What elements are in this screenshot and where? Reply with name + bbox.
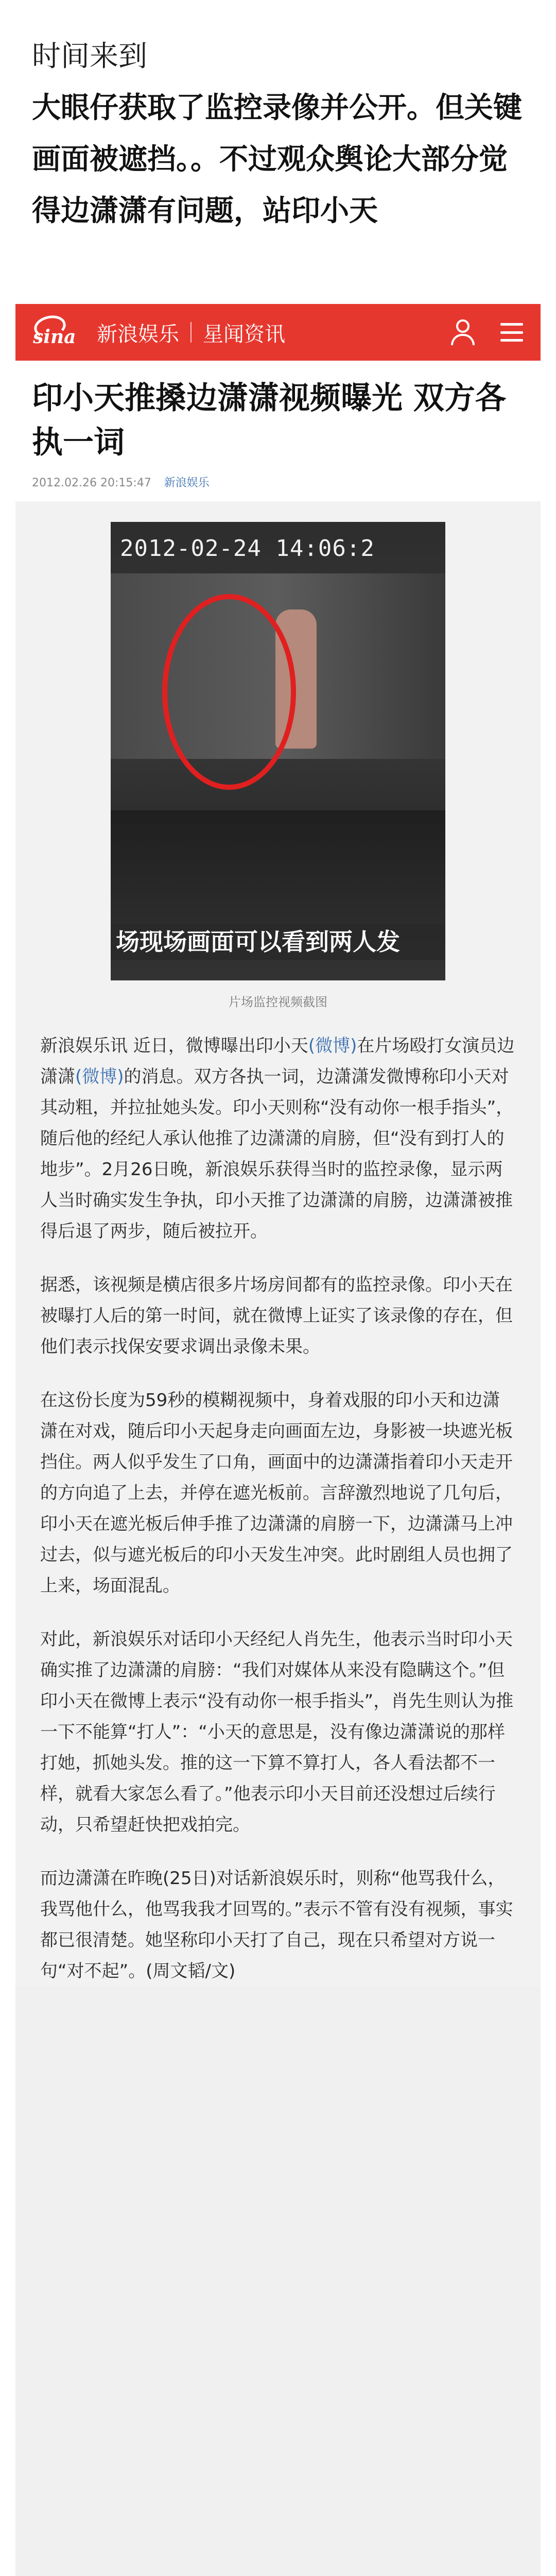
logo-text: sina <box>33 326 76 348</box>
article-body <box>15 501 541 1987</box>
weibo-link[interactable]: (微博) <box>308 1036 357 1056</box>
menu-icon[interactable] <box>500 323 523 342</box>
nav-divider <box>190 322 192 343</box>
article-meta <box>32 474 524 490</box>
cctv-overlay-text: 场现场画面可以看到两人发 <box>111 924 445 960</box>
nav-section[interactable]: 新浪娱乐 <box>97 322 179 346</box>
cctv-image[interactable] <box>111 522 445 980</box>
article-source[interactable]: 新浪娱乐 <box>164 477 210 489</box>
user-icon[interactable] <box>451 319 475 345</box>
cctv-timestamp: 2012-02-24 14:06:2 <box>120 535 375 562</box>
article-header <box>15 361 541 501</box>
post-line-4: 得边潇潇有问题，站印小天 <box>32 194 378 228</box>
weibo-link[interactable]: (微博) <box>75 1066 124 1087</box>
post-line-1: 时间来到 <box>32 40 147 73</box>
article-paragraph: 据悉，该视频是横店很多片场房间都有的监控录像。印小天在被曝打人后的第一时间，就在微博上证实了该录像的存在，但他们表示找保安要求调出录像未果。 <box>40 1275 513 1357</box>
article-paragraph: 在这份长度为59秒的模糊视频中，身着戏服的印小天和边潇潇在对戏，随后印小天起身走向画面左边，身影被一块遮光板挡住。两人似乎发生了口角，画面中的边潇潇指着印小天走开的方向追了上去，并停在遮光板前。言辞激烈地说了几句后，印小天在遮光板后伸手推了边潇潇的肩膀一下，边潇潇马上冲过去，似与遮光板后的印小天发生冲突。此时剧组人员也拥了上来，场面混乱。 <box>40 1390 513 1596</box>
post-line-3: 画面被遮挡。。不过观众舆论大部分觉 <box>32 143 508 176</box>
site-header <box>15 304 541 361</box>
figure-caption: 片场监控视频截图 <box>229 995 327 1009</box>
sina-logo[interactable] <box>33 316 82 349</box>
article-screenshot[interactable] <box>15 304 541 2576</box>
post-text <box>0 0 556 247</box>
article-paragraph: 新浪娱乐讯 近日，微博曝出印小天(微博)在片场殴打女演员边潇潇(微博)的消息。双方各执一词，边潇潇发微博称印小天对其动粗，并拉扯她头发。印小天则称“没有动你一根手指头”，随后他的经纪人承认他推了边潇潇的肩膀，但“没有到打人的地步”。2月26日晚，新浪娱乐获得当时的监控录像，显示两人当时确实发生争执，印小天推了边潇潇的肩膀，边潇潇被推得后退了两步，随后被拉开。 <box>40 1036 515 1242</box>
article-paragraph: 对此，新浪娱乐对话印小天经纪人肖先生，他表示当时印小天确实推了边潇潇的肩膀：“我们对媒体从来没有隐瞒这个。”但印小天在微博上表示“没有动你一根手指头”，肖先生则认为推一下不能算“打人”：“小天的意思是，没有像边潇潇说的那样打她，抓她头发。推的这一下算不算打人，各人看法都不一样，就看大家怎么看了。”他表示印小天目前还没想过后续行动，只希望赶快把戏拍完。 <box>40 1629 514 1835</box>
highlight-circle <box>162 594 296 790</box>
post-line-2: 大眼仔获取了监控录像并公开。但关键 <box>32 91 522 125</box>
cctv-figure <box>40 522 516 1010</box>
article-date: 2012.02.26 20:15:47 <box>32 477 151 489</box>
nav-subsection[interactable]: 星闻资讯 <box>203 322 285 346</box>
article-paragraph: 而边潇潇在昨晚(25日)对话新浪娱乐时，则称“他骂我什么，我骂他什么，他骂我我才回骂的。”表示不管有没有视频，事实都已很清楚。她坚称印小天打了自己，现在只希望对方说一句“对不起”。(周文韬/文) <box>40 1868 513 1981</box>
article-title: 印小天推搡边潇潇视频曝光 双方各执一词 <box>32 380 506 461</box>
